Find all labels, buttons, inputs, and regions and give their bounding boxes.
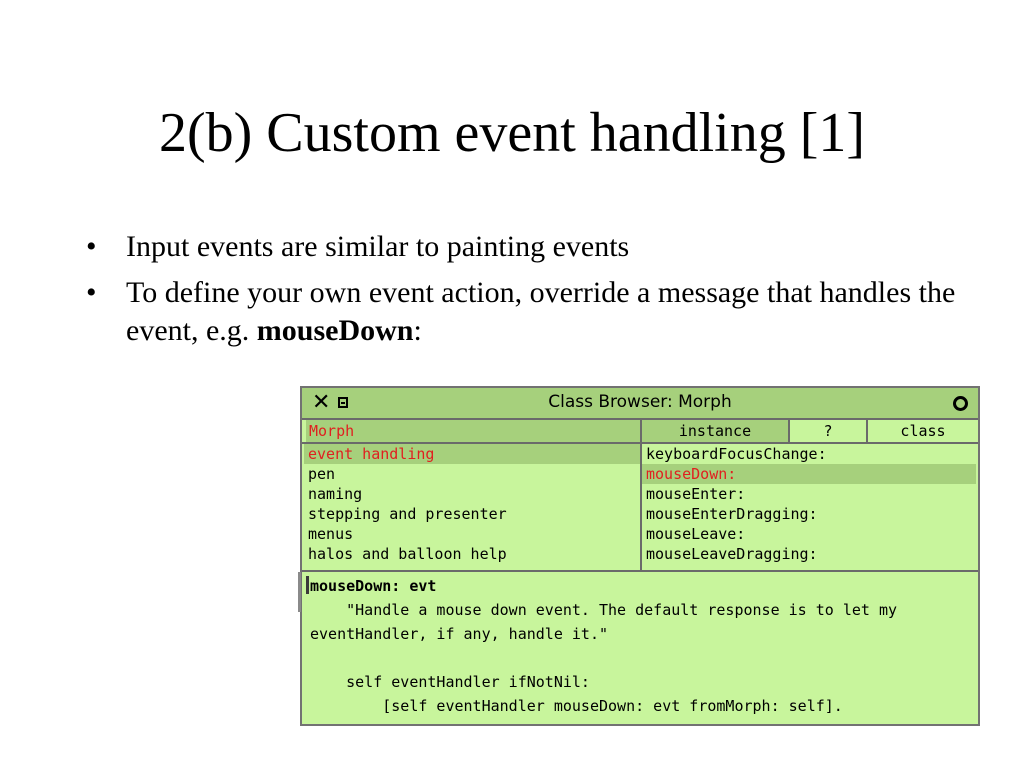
category-list[interactable] bbox=[304, 444, 640, 568]
close-icon[interactable]: ✕ bbox=[312, 390, 331, 415]
class-name-field[interactable]: Morph bbox=[306, 420, 640, 442]
category-item-naming[interactable]: naming bbox=[308, 485, 363, 503]
divider bbox=[302, 570, 978, 572]
class-browser-window bbox=[300, 386, 980, 726]
method-selector: mouseDown: evt bbox=[310, 577, 437, 595]
code-line: [self eventHandler mouseDown: evt fromMorph: self]. bbox=[310, 697, 843, 715]
code-line: eventHandler, if any, handle it." bbox=[310, 625, 609, 643]
bullet-text: Input events are similar to painting events bbox=[126, 230, 630, 263]
slide-title: 2(b) Custom event handling [1] bbox=[158, 102, 866, 164]
code-line: "Handle a mouse down event. The default response is to let my bbox=[310, 601, 897, 619]
bullet-list bbox=[86, 228, 966, 358]
collapse-icon[interactable] bbox=[953, 396, 968, 411]
bullet-suffix: : bbox=[413, 314, 422, 347]
message-item-mouse-down[interactable]: mouseDown: bbox=[642, 464, 976, 484]
instance-button[interactable]: instance bbox=[640, 420, 788, 442]
bullet-marker: • bbox=[86, 230, 97, 263]
window-title: Class Browser: Morph bbox=[548, 392, 732, 412]
code-editor[interactable] bbox=[304, 574, 976, 722]
code-line: self eventHandler ifNotNil: bbox=[310, 673, 590, 691]
category-item-menus[interactable]: menus bbox=[308, 525, 354, 543]
category-item-stepping[interactable]: stepping and presenter bbox=[308, 505, 507, 523]
bullet-item bbox=[86, 274, 966, 350]
scrollbar[interactable] bbox=[298, 572, 301, 612]
bullet-text: To define your own event action, override a message that handles the event, e.g. bbox=[126, 276, 956, 347]
message-item-keyboard-focus-change[interactable]: keyboardFocusChange: bbox=[646, 445, 827, 463]
bullet-bold-term: mouseDown bbox=[256, 314, 414, 347]
bullet-item bbox=[86, 228, 966, 266]
category-item-halos[interactable]: halos and balloon help bbox=[308, 545, 507, 563]
message-item-mouse-leave[interactable]: mouseLeave: bbox=[646, 525, 746, 543]
message-list[interactable] bbox=[642, 444, 976, 568]
message-item-mouse-enter-dragging[interactable]: mouseEnterDragging: bbox=[646, 505, 818, 523]
text-cursor bbox=[306, 576, 309, 594]
class-button[interactable]: class bbox=[866, 420, 978, 442]
window-titlebar[interactable] bbox=[302, 388, 978, 420]
bullet-marker: • bbox=[86, 276, 97, 309]
message-item-mouse-enter[interactable]: mouseEnter: bbox=[646, 485, 746, 503]
category-item-event-handling[interactable]: event handling bbox=[304, 444, 640, 464]
help-button[interactable]: ? bbox=[788, 420, 866, 442]
category-item-pen[interactable]: pen bbox=[308, 465, 336, 483]
message-item-mouse-leave-dragging[interactable]: mouseLeaveDragging: bbox=[646, 545, 818, 563]
